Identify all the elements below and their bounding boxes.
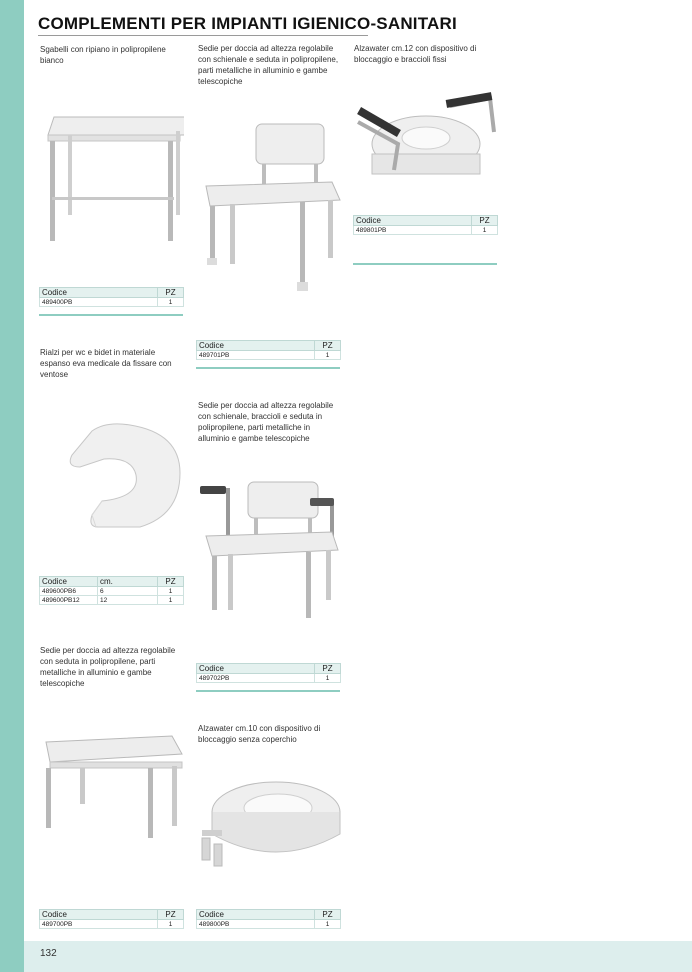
product-table	[39, 287, 184, 307]
pz-cell: 1	[158, 298, 184, 307]
pz-cell: 1	[315, 351, 341, 360]
code-cell: 489700PB	[40, 920, 158, 929]
product-description: Alzawater cm.10 con dispositivo di bloccaggio senza coperchio	[198, 724, 321, 744]
cm-cell: 12	[98, 596, 158, 605]
product-description: Sedie per doccia ad altezza regolabile con seduta in polipropilene, parti metalliche in alluminio e gambe telescopiche	[40, 646, 176, 688]
code-cell: 489801PB	[354, 226, 472, 235]
stool-image	[40, 105, 184, 245]
column-header-cm: cm.	[98, 577, 158, 587]
product-description: Alzawater cm.12 con dispositivo di bloccaggio e braccioli fissi	[354, 44, 477, 64]
column-header-code: Codice	[40, 288, 158, 298]
footer-band	[24, 941, 692, 972]
code-cell: 489701PB	[197, 351, 315, 360]
pz-cell: 1	[472, 226, 498, 235]
pz-cell: 1	[315, 674, 341, 683]
table-row	[40, 596, 184, 605]
section-divider	[196, 367, 340, 369]
pz-cell: 1	[315, 920, 341, 929]
product-table	[196, 340, 341, 360]
product-table	[39, 576, 184, 605]
pz-cell: 1	[158, 920, 184, 929]
column-header-pz: PZ	[472, 216, 498, 226]
code-cell: 489400PB	[40, 298, 158, 307]
table-row	[354, 226, 498, 235]
code-cell: 489600PB6	[40, 587, 98, 596]
section-divider	[196, 690, 340, 692]
page-number: 132	[40, 948, 57, 959]
column-header-code: Codice	[197, 664, 315, 674]
column-header-pz: PZ	[158, 577, 184, 587]
table-row	[40, 298, 184, 307]
product-description: Sgabelli con ripiano in polipropilene bianco	[40, 45, 166, 65]
code-cell: 489600PB12	[40, 596, 98, 605]
product-description: Sedie per doccia ad altezza regolabile con schienale e seduta in polipropilene, parti metalliche in alluminio e gambe telescopiche	[198, 44, 339, 86]
foam-raiser-image	[40, 415, 186, 535]
section-divider	[39, 314, 183, 316]
toilet-raiser-image	[198, 772, 344, 876]
product-table	[196, 663, 341, 683]
title-divider	[38, 35, 368, 36]
code-cell: 489800PB	[197, 920, 315, 929]
column-header-code: Codice	[354, 216, 472, 226]
column-header-code: Codice	[40, 910, 158, 920]
code-cell: 489702PB	[197, 674, 315, 683]
column-header-pz: PZ	[315, 341, 341, 351]
section-divider	[353, 263, 497, 265]
product-table	[353, 215, 498, 235]
product-table	[196, 909, 341, 929]
shower-stool-image	[40, 730, 186, 840]
shower-chair-armrests-image	[198, 478, 346, 628]
pz-cell: 1	[158, 596, 184, 605]
table-row	[197, 920, 341, 929]
product-table	[39, 909, 184, 929]
column-header-pz: PZ	[158, 288, 184, 298]
product-description: Rialzi per wc e bidet in materiale espanso eva medicale da fissare con ventose	[40, 348, 172, 379]
pz-cell: 1	[158, 587, 184, 596]
product-description: Sedie per doccia ad altezza regolabile con schienale, braccioli e seduta in polipropilene, parti metalliche in alluminio e gambe telescopiche	[198, 401, 334, 443]
sidebar-band	[0, 0, 24, 972]
table-row	[40, 920, 184, 929]
cm-cell: 6	[98, 587, 158, 596]
column-header-code: Codice	[197, 910, 315, 920]
column-header-pz: PZ	[315, 664, 341, 674]
table-row	[197, 674, 341, 683]
column-header-pz: PZ	[158, 910, 184, 920]
column-header-code: Codice	[40, 577, 98, 587]
shower-chair-backrest-image	[200, 118, 345, 304]
column-header-pz: PZ	[315, 910, 341, 920]
table-row	[40, 587, 184, 596]
table-row	[197, 351, 341, 360]
column-header-code: Codice	[197, 341, 315, 351]
toilet-raiser-armrests-image	[354, 92, 500, 188]
page-title: COMPLEMENTI PER IMPIANTI IGIENICO-SANITARI	[38, 14, 457, 33]
